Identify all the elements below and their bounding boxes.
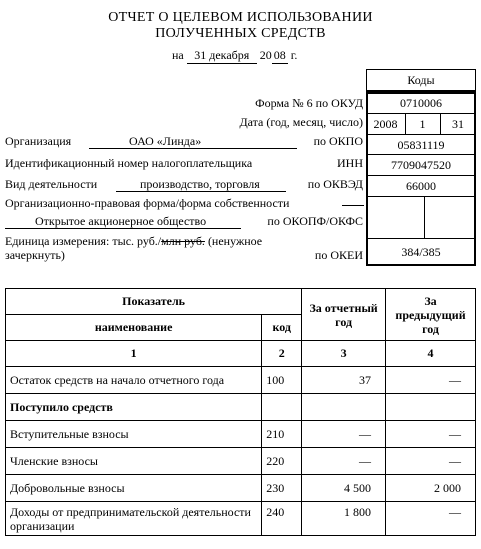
col-name: наименование xyxy=(6,315,262,341)
unit-label-c: зачеркнуть) xyxy=(5,248,65,262)
legal-suffix: по ОКОПФ/ОКФС xyxy=(267,214,363,228)
table-row xyxy=(6,448,476,475)
date-label: Дата (год, месяц, число) xyxy=(239,115,363,129)
legal-label: Организационно-правовая форма/форма собственности xyxy=(5,196,290,210)
unit-label xyxy=(5,234,262,249)
num-3: 3 xyxy=(302,341,386,367)
inn-label: Идентификационный номер налогоплательщика xyxy=(5,156,253,170)
date-day: 31 xyxy=(452,117,464,131)
row-previous: — xyxy=(386,421,476,448)
row-code: 220 xyxy=(262,448,302,475)
row-code: 210 xyxy=(262,421,302,448)
legal-split xyxy=(424,196,425,238)
report-date-line xyxy=(172,48,297,64)
okpo-code: 05831119 xyxy=(397,138,445,152)
inn-suffix: ИНН xyxy=(337,156,363,170)
num-1: 1 xyxy=(6,341,262,367)
year-suffix: г. xyxy=(290,48,298,62)
table-row xyxy=(6,475,476,502)
row-previous: 2 000 xyxy=(386,475,476,502)
codes-sep-4 xyxy=(366,175,476,176)
row-code: 240 xyxy=(262,502,302,536)
okved-code: 66000 xyxy=(406,179,436,193)
row-code: 230 xyxy=(262,475,302,502)
row-code xyxy=(262,394,302,421)
num-2: 2 xyxy=(262,341,302,367)
org-name: ОАО «Линда» xyxy=(129,134,202,148)
table-row xyxy=(6,421,476,448)
col-current: За отчетный год xyxy=(302,289,386,341)
year-prefix: 20 xyxy=(259,48,272,62)
org-suffix: по ОКПО xyxy=(313,134,363,148)
activity-label: Вид деятельности xyxy=(5,177,98,191)
table-row xyxy=(6,367,476,394)
unit-label-a: Единица измерения: тыс. руб./ xyxy=(5,234,162,248)
num-4: 4 xyxy=(386,341,476,367)
row-previous xyxy=(386,394,476,421)
codes-sep-1 xyxy=(366,113,476,114)
row-code: 100 xyxy=(262,367,302,394)
codes-sep-6 xyxy=(366,238,476,239)
unit-label-strike: млн руб. xyxy=(161,234,205,248)
row-name: Поступило средств xyxy=(6,394,262,421)
form-label: Форма № 6 по ОКУД xyxy=(255,96,363,110)
col-previous: За предыдущий год xyxy=(386,289,476,341)
row-current xyxy=(302,394,386,421)
date-year: 2008 xyxy=(373,117,398,131)
report-table xyxy=(5,288,476,536)
date-prefix: на xyxy=(172,48,184,62)
row-name: Членские взносы xyxy=(6,448,262,475)
report-title-line2: ПОЛУЧЕННЫХ СРЕДСТВ xyxy=(155,26,326,41)
codes-sep-5 xyxy=(366,196,476,197)
org-label: Организация xyxy=(5,134,72,148)
inn-code: 7709047520 xyxy=(391,158,451,172)
row-current: 4 500 xyxy=(302,475,386,502)
row-name: Добровольные взносы xyxy=(6,475,262,502)
codes-header: Коды xyxy=(407,73,435,87)
unit-label-b: (ненужное xyxy=(207,234,263,248)
form-code: 0710006 xyxy=(400,96,442,110)
year-value: 08 xyxy=(273,48,286,62)
row-previous: — xyxy=(386,502,476,536)
row-name: Вступительные взносы xyxy=(6,421,262,448)
row-current: 1 800 xyxy=(302,502,386,536)
row-current: 37 xyxy=(302,367,386,394)
num-row xyxy=(6,341,476,367)
col-code: код xyxy=(262,315,302,341)
codes-sep-3 xyxy=(366,154,476,155)
col-indicator: Показатель xyxy=(6,289,302,315)
row-previous: — xyxy=(386,367,476,394)
legal-underline-end xyxy=(342,205,364,206)
row-name: Остаток средств на начало отчетного года xyxy=(6,367,262,394)
date-value: 31 декабря xyxy=(187,48,257,64)
row-previous: — xyxy=(386,448,476,475)
activity-suffix: по ОКВЭД xyxy=(307,177,363,191)
date-month: 1 xyxy=(419,117,426,131)
row-name: Доходы от предпринимательской деятельности организации xyxy=(6,502,262,536)
codes-sep-2 xyxy=(366,134,476,135)
table-row xyxy=(6,502,476,536)
row-current: — xyxy=(302,448,386,475)
row-current: — xyxy=(302,421,386,448)
okei-code: 384/385 xyxy=(401,245,441,259)
unit-suffix: по ОКЕИ xyxy=(314,248,363,262)
activity-value: производство, торговля xyxy=(140,177,260,191)
table-row xyxy=(6,394,476,421)
legal-value: Открытое акционерное общество xyxy=(35,214,207,228)
report-title-line1: ОТЧЕТ О ЦЕЛЕВОМ ИСПОЛЬЗОВАНИИ xyxy=(108,10,373,25)
